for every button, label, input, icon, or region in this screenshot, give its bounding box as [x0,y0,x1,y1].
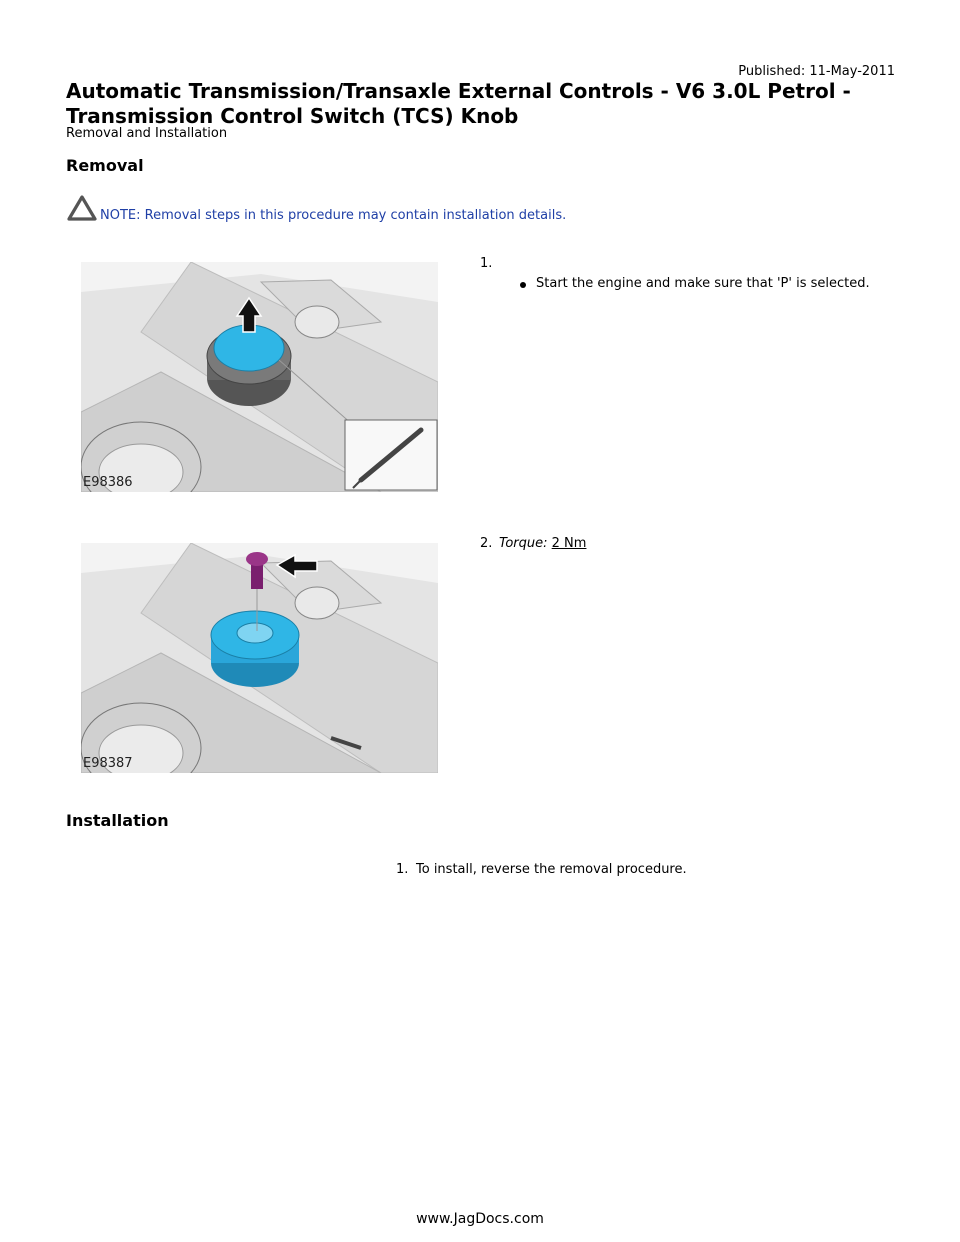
step-number: 1. [480,256,493,271]
figure-label: E98386 [83,475,133,490]
step-number: 1. [396,862,409,877]
step-number: 2. [480,536,493,551]
figure-screw-removal [81,543,438,773]
note-text: NOTE: Removal steps in this procedure may contain installation details. [100,208,567,223]
bullet-icon [520,282,526,288]
figure-label: E98387 [83,756,133,771]
torque-value-link[interactable]: 2 Nm [551,536,587,551]
page-title: Automatic Transmission/Transaxle External Controls - V6 3.0L Petrol - Transmission Control Switch (TCS) Knob [66,79,851,128]
installation-heading: Installation [66,811,169,830]
step-text: Start the engine and make sure that 'P' is selected. [536,276,870,291]
torque-spec [499,536,586,551]
published-date: Published: 11-May-2011 [738,64,895,79]
figure-knob-removal [81,262,438,492]
warning-triangle-icon [66,194,98,222]
removal-heading: Removal [66,156,144,175]
page-subtitle: Removal and Installation [66,126,228,141]
step-text: To install, reverse the removal procedure. [416,862,687,877]
torque-label: Torque: [499,536,548,551]
footer-url: www.JagDocs.com [416,1211,544,1227]
